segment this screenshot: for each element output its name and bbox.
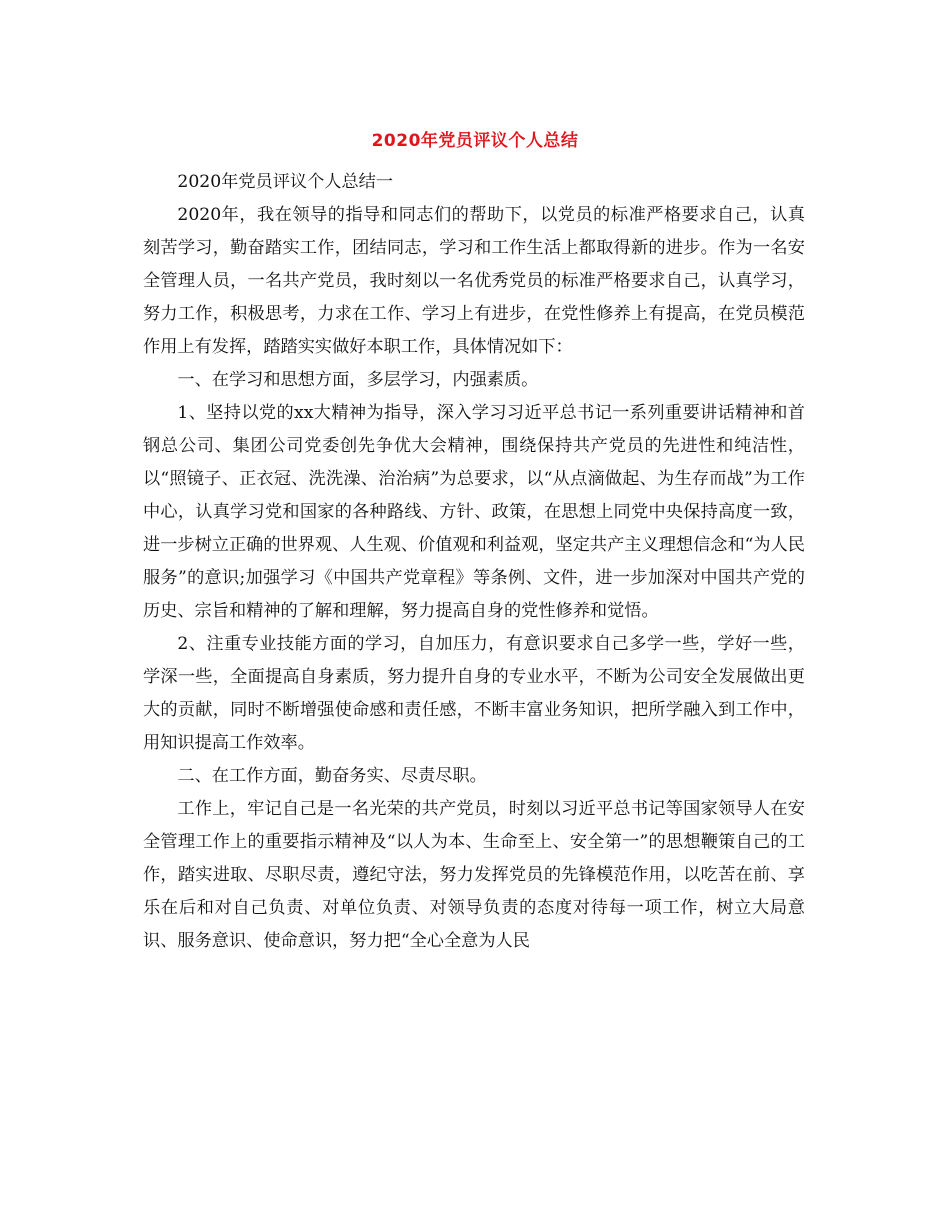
paragraph: 2、注重专业技能方面的学习，自加压力，有意识要求自己多学一些，学好一些，学深一些，全面提高自身素质，努力提升自身的专业水平，不断为公司安全发展做出更大的贡献，同时不断增强使命感和责任感，不断丰富业务知识，把所学融入到工作中，用知识提高工作效率。 (143, 634, 805, 753)
paragraph: 2020年，我在领导的指导和同志们的帮助下，以党员的标准严格要求自己，认真刻苦学习，勤奋踏实工作，团结同志，学习和工作生活上都取得新的进步。作为一名安全管理人员，一名共产党员，我时刻以一名优秀党员的标准严格要求自己，认真学习，努力工作，积极思考，力求在工作、学习上有进步，在党性修养上有提高，在党员模范作用上有发挥，踏踏实实做好本职工作，具体情况如下： (143, 205, 805, 357)
paragraph: 1、坚持以党的xx大精神为指导，深入学习习近平总书记一系列重要讲话精神和首钢总公司、集团公司党委创先争优大会精神，围绕保持共产党员的先进性和纯洁性，以“照镜子、正衣冠、洗洗澡、治治病”为总要求，以“从点滴做起、为生存而战”为工作中心，认真学习党和国家的各种路线、方针、政策，在思想上同党中央保持高度一致，进一步树立正确的世界观、人生观、价值观和利益观，坚定共产主义理想信念和“为人民服务”的意识;加强学习《中国共产党章程》等条例、文件，进一步加深对中国共产党的历史、宗旨和精神的了解和理解，努力提高自身的党性修养和觉悟。 (143, 403, 805, 621)
document-body (143, 166, 805, 958)
section-heading: 2020年党员评议个人总结一 (177, 172, 394, 192)
document-title: 2020年党员评议个人总结 (371, 131, 579, 151)
paragraph: 工作上，牢记自己是一名光荣的共产党员，时刻以习近平总书记等国家领导人在安全管理工作上的重要指示精神及“以人为本、生命至上、安全第一”的思想鞭策自己的工作，踏实进取、尽职尽责，遵纪守法，努力发挥党员的先锋模范作用，以吃苦在前、享乐在后和对自己负责、对单位负责、对领导负责的态度对待每一项工作，树立大局意识、服务意识、使命意识，努力把“全心全意为人民 (143, 799, 805, 951)
section-heading: 一、在学习和思想方面，多层学习，内强素质。 (177, 370, 539, 390)
section-heading: 二、在工作方面，勤奋务实、尽责尽职。 (177, 766, 487, 786)
